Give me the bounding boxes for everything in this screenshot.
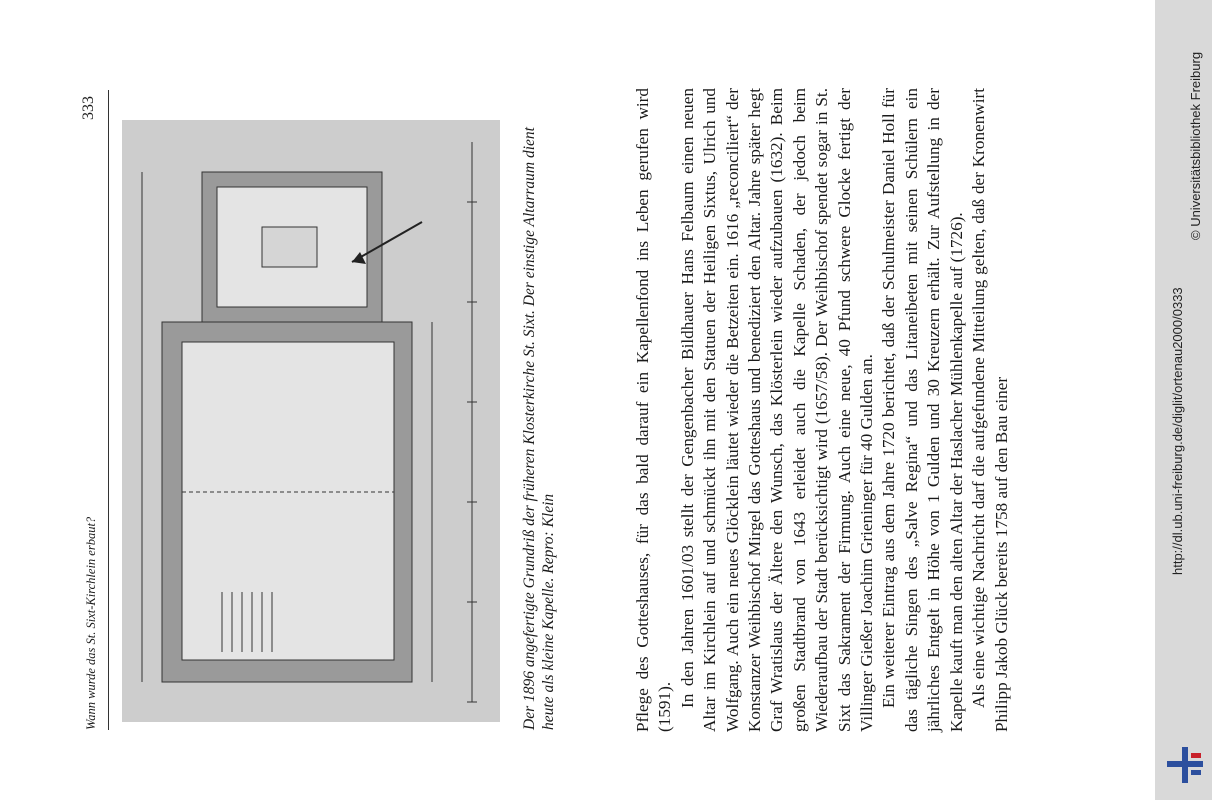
ub-freiburg-logo-icon (1165, 745, 1205, 785)
page-number: 333 (80, 96, 97, 120)
running-head: Wann wurde das St. Sixt-Kirchlein erbaut? (84, 516, 98, 730)
body-text (632, 88, 1013, 732)
paragraph-1: Pflege des Gotteshauses, für das bald darauf ein Kapellenfond ins Leben gerufen wird (1591). (633, 88, 675, 732)
paragraph-2: In den Jahren 1601/03 stellt der Gengenbacher Bildhauer Hans Felbaum einen neuen Altar im Kirchlein auf und schmückt ihn mit den Statuen der Heiligen Sixtus, Ulrich und Wolfgang. Auch ein neues Glöcklein läutet wieder die Betzeiten ein. 1616 „reconciliert“ der Konstanzer Weihbischof Mirgel das Gotteshaus und benediziert den Altar. Jahre später hegt Graf Wratislaus der Ältere den Wunsch, das Klösterlein wieder aufzubauen (1632). Beim großen Stadtbrand von 1643 erleidet auch die Kapelle Schaden, der jedoch beim Wiederaufbau der Stadt berücksichtigt wird (1657/58). Der Weihbischof spendet sogar in St. Sixt das Sakrament der Firmung. Auch eine neue, 40 Pfund schwere Glocke fertigt der Villinger Gießer Joachim Grieninger für 40 Gulden an. (677, 88, 877, 732)
figure-caption: Der 1896 angefertigte Grundriß der früheren Klosterkirche St. Sixt. Der einstige Altarraum dient heute als kleine Kapelle. Repro: Klein (521, 127, 557, 730)
paragraph-3: Ein weiterer Eintrag aus dem Jahre 1720 berichtet, daß der Schulmeister Daniel Holl für das tägliche Singen des „Salve Regina“ und das Litaneibeten mit seinen Schülern ein jährliches Entgelt in Höhe von 1 Gulden und 30 Kreuzern erhält. Zur Aufstellung in der Kapelle kauft man den alten Altar der Haslacher Mühlenkapelle auf (1726). (879, 88, 966, 732)
floor-plan-image (122, 120, 500, 722)
paragraph-4: Als eine wichtige Nachricht darf die aufgefundene Mitteilung gelten, daß der Kronenwirt Philipp Jakob Glück bereits 1758 auf den Bau einer (969, 88, 1011, 732)
copyright-notice: © Universitätsbibliothek Freiburg (1188, 51, 1203, 240)
source-url[interactable]: http://dl.ub.uni-freiburg.de/diglit/ortenau2000/0333 (1170, 287, 1185, 575)
header-rule (108, 90, 109, 730)
